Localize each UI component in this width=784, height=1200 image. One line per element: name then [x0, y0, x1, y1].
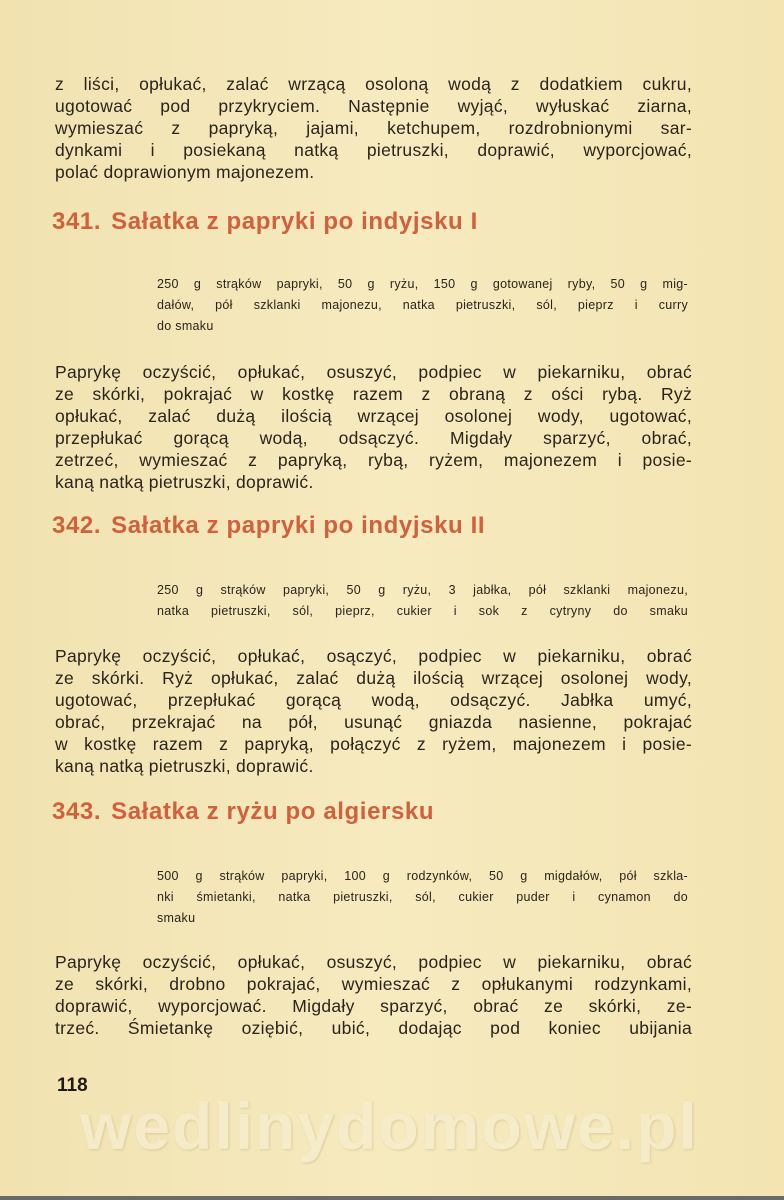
text-line: ugotować pod przykryciem. Następnie wyjąć, wyłuskać ziarna,: [55, 96, 692, 116]
recipe-heading-342: [52, 512, 485, 540]
text-line: ze skórki, pokrajać w kostkę razem z obraną z ości rybą. Ryż: [55, 384, 692, 404]
text-line: przepłukać gorącą wodą, odsączyć. Migdały sparzyć, obrać,: [55, 428, 692, 448]
text-line: z liści, opłukać, zalać wrzącą osoloną wodą z dodatkiem cukru,: [55, 74, 692, 94]
text-line: ze skórki. Ryż opłukać, zalać dużą ilością wrzącej osolonej wody,: [55, 668, 692, 688]
instructions-343: [55, 951, 692, 1039]
text-line: ugotować, przepłukać gorącą wodą, odsączyć. Jabłka umyć,: [55, 690, 692, 710]
recipe-heading-341: [52, 208, 478, 236]
text-line: wymieszać z papryką, jajami, ketchupem, rozdrobnionymi sar-: [55, 118, 692, 138]
ingredient-line: do smaku: [157, 319, 214, 333]
ingredient-line: 250 g strąków papryki, 50 g ryżu, 150 g gotowanej ryby, 50 g mig-: [157, 277, 688, 291]
text-line: kaną natką pietruszki, doprawić.: [55, 756, 314, 776]
ingredient-line: 250 g strąków papryki, 50 g ryżu, 3 jabłka, pół szklanki majonezu,: [157, 583, 688, 597]
recipe-number: 343.: [52, 798, 102, 825]
scan-edge: [0, 1196, 784, 1200]
text-line: opłukać, zalać dużą ilością wrzącej osolonej wody, ugotować,: [55, 406, 692, 426]
ingredient-line: smaku: [157, 911, 196, 925]
text-line: Paprykę oczyścić, opłukać, osuszyć, podpiec w piekarniku, obrać: [55, 362, 692, 382]
text-line: Paprykę oczyścić, opłukać, osuszyć, podpiec w piekarniku, obrać: [55, 952, 692, 972]
instructions-341: [55, 361, 692, 493]
ingredient-line: natka pietruszki, sól, pieprz, cukier i sok z cytryny do smaku: [157, 604, 688, 618]
recipe-title: Sałatka z ryżu po algiersku: [111, 798, 435, 825]
text-line: trzeć. Śmietankę oziębić, ubić, dodając pod koniec ubijania: [55, 1018, 692, 1038]
text-line: dynkami i posiekaną natką pietruszki, doprawić, wyporcjować,: [55, 140, 692, 160]
ingredients-342: [157, 580, 688, 622]
text-line: w kostkę razem z papryką, połączyć z ryżem, majonezem i posie-: [55, 734, 692, 754]
text-line: doprawić, wyporcjować. Migdały sparzyć, obrać ze skórki, ze-: [55, 996, 692, 1016]
text-line: kaną natką pietruszki, doprawić.: [55, 472, 314, 492]
instructions-342: [55, 645, 692, 777]
ingredient-line: dałów, pół szklanki majonezu, natka pietruszki, sól, pieprz i curry: [157, 298, 688, 312]
watermark: wedlinydomowe.pl: [80, 1089, 699, 1163]
text-line: Paprykę oczyścić, opłukać, osączyć, podpiec w piekarniku, obrać: [55, 646, 692, 666]
recipe-number: 341.: [52, 208, 102, 235]
ingredients-343: [157, 866, 688, 929]
recipe-title: Sałatka z papryki po indyjsku II: [111, 512, 486, 539]
text-line: obrać, przekrajać na pół, usunąć gniazda nasienne, pokrajać: [55, 712, 692, 732]
text-line: ze skórki, drobno pokrajać, wymieszać z opłukanymi rodzynkami,: [55, 974, 692, 994]
ingredients-341: [157, 274, 688, 337]
page-number: 118: [57, 1075, 88, 1096]
recipe-heading-343: [52, 798, 434, 826]
intro-paragraph: [55, 73, 692, 183]
ingredient-line: 500 g strąków papryki, 100 g rodzynków, 50 g migdałów, pół szkla-: [157, 869, 688, 883]
recipe-number: 342.: [52, 512, 102, 539]
text-line: zetrzeć, wymieszać z papryką, rybą, ryżem, majonezem i posie-: [55, 450, 692, 470]
recipe-title: Sałatka z papryki po indyjsku I: [111, 208, 478, 235]
ingredient-line: nki śmietanki, natka pietruszki, sól, cukier puder i cynamon do: [157, 890, 688, 904]
text-line: polać doprawionym majonezem.: [55, 162, 315, 182]
